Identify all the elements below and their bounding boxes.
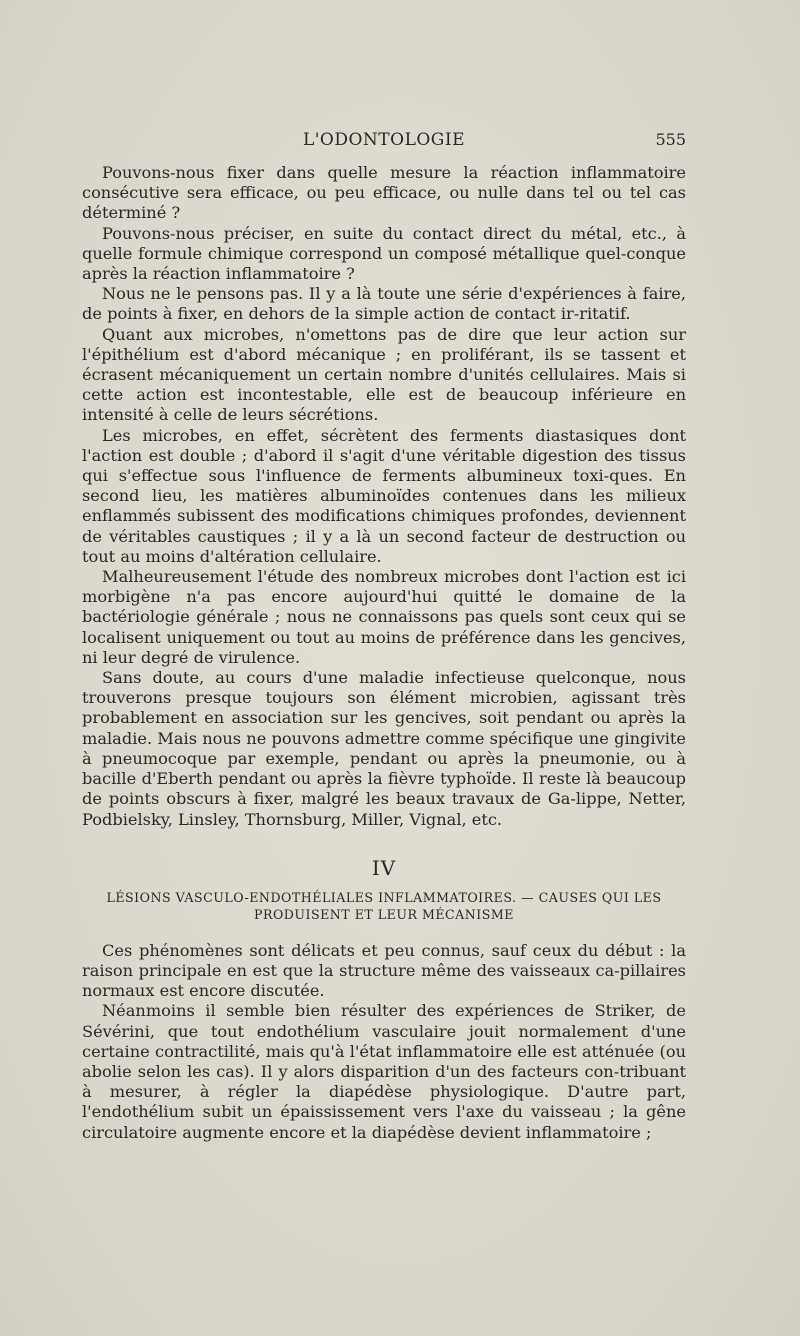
page-number: 555 — [655, 130, 686, 149]
paragraph: Pouvons-nous préciser, en suite du contact direct du métal, etc., à quelle formule chimique correspond un composé métallique quel-conque après la réaction inflammatoire ? — [82, 223, 686, 284]
paragraph: Sans doute, au cours d'une maladie infectieuse quelconque, nous trouverons presque toujours son élément microbien, agissant très probablement en association sur les gencives, soit pendant ou après la maladie. Mais nous ne pouvons admettre comme spécifique une gingivite à pneumocoque par exemple, pendant ou après la pneumonie, ou à bacille d'Eberth pendant ou après la fièvre typhoïde. Il reste là beaucoup de points obscurs à fixer, malgré les beaux travaux de Ga-lippe, Netter, Podbielsky, Linsley, Thornsburg, Miller, Vignal, etc. — [82, 668, 686, 829]
page-body — [82, 163, 686, 1143]
paragraph: Pouvons-nous fixer dans quelle mesure la réaction inflammatoire consécutive sera efficace, ou peu efficace, ou nulle dans tel ou tel cas déterminé ? — [82, 163, 686, 223]
paragraph: Malheureusement l'étude des nombreux microbes dont l'action est ici morbigène n'a pas encore aujourd'hui quitté le domaine de la bactériologie générale ; nous ne connaissons pas quels sont ceux qui se localisent uniquement ou tout au moins de préférence dans les gencives, ni leur degré de virulence. — [82, 567, 686, 667]
section-title: LÉSIONS VASCULO-ENDOTHÉLIALES INFLAMMATOIRES. — CAUSES QUI LES PRODUISENT ET LEUR MÉCANISME — [106, 889, 662, 922]
page-header — [82, 130, 686, 154]
paragraph: Les microbes, en effet, sécrètent des ferments diastasiques dont l'action est double ; d'abord il s'agit d'une véritable digestion des tissus qui s'effectue sous l'influence de ferments albumineux toxi-ques. En second lieu, les matières albuminoïdes contenues dans les milieux enflammés subissent des modifications chimiques profondes, deviennent de véritables caustiques ; il y a là un second facteur de destruction ou tout au moins d'altération cellulaire. — [82, 425, 686, 566]
paragraph: Ces phénomènes sont délicats et peu connus, sauf ceux du début : la raison principale en est que la structure même des vaisseaux ca-pillaires normaux est encore discutée. — [82, 940, 686, 1001]
paragraph: Nous ne le pensons pas. Il y a là toute une série d'expériences à faire, de points à fixer, en dehors de la simple action de contact ir-ritatif. — [82, 284, 686, 324]
paragraph: Quant aux microbes, n'omettons pas de dire que leur action sur l'épithélium est d'abord mécanique ; en proliférant, ils se tassent et écrasent mécaniquement un certain nombre d'unités cellulaires. Mais si cette action est incontestable, elle est de beaucoup inférieure en intensité à celle de leurs sécrétions. — [82, 324, 686, 425]
running-title: L'ODONTOLOGIE — [302, 130, 466, 150]
paragraph: Néanmoins il semble bien résulter des expériences de Striker, de Sévérini, que tout endothélium vasculaire jouit normalement d'une certaine contractilité, mais qu'à l'état inflammatoire elle est atténuée (ou abolie selon les cas). Il y alors disparition d'un des facteurs con-tribuant à mesurer, à régler la diapédèse physiologique. D'autre part, l'endothélium subit un épaississement vers l'axe du vaisseau ; la gêne circulatoire augmente encore et la diapédèse devient inflammatoire ; — [82, 1001, 686, 1142]
section-number: IV — [371, 855, 397, 880]
